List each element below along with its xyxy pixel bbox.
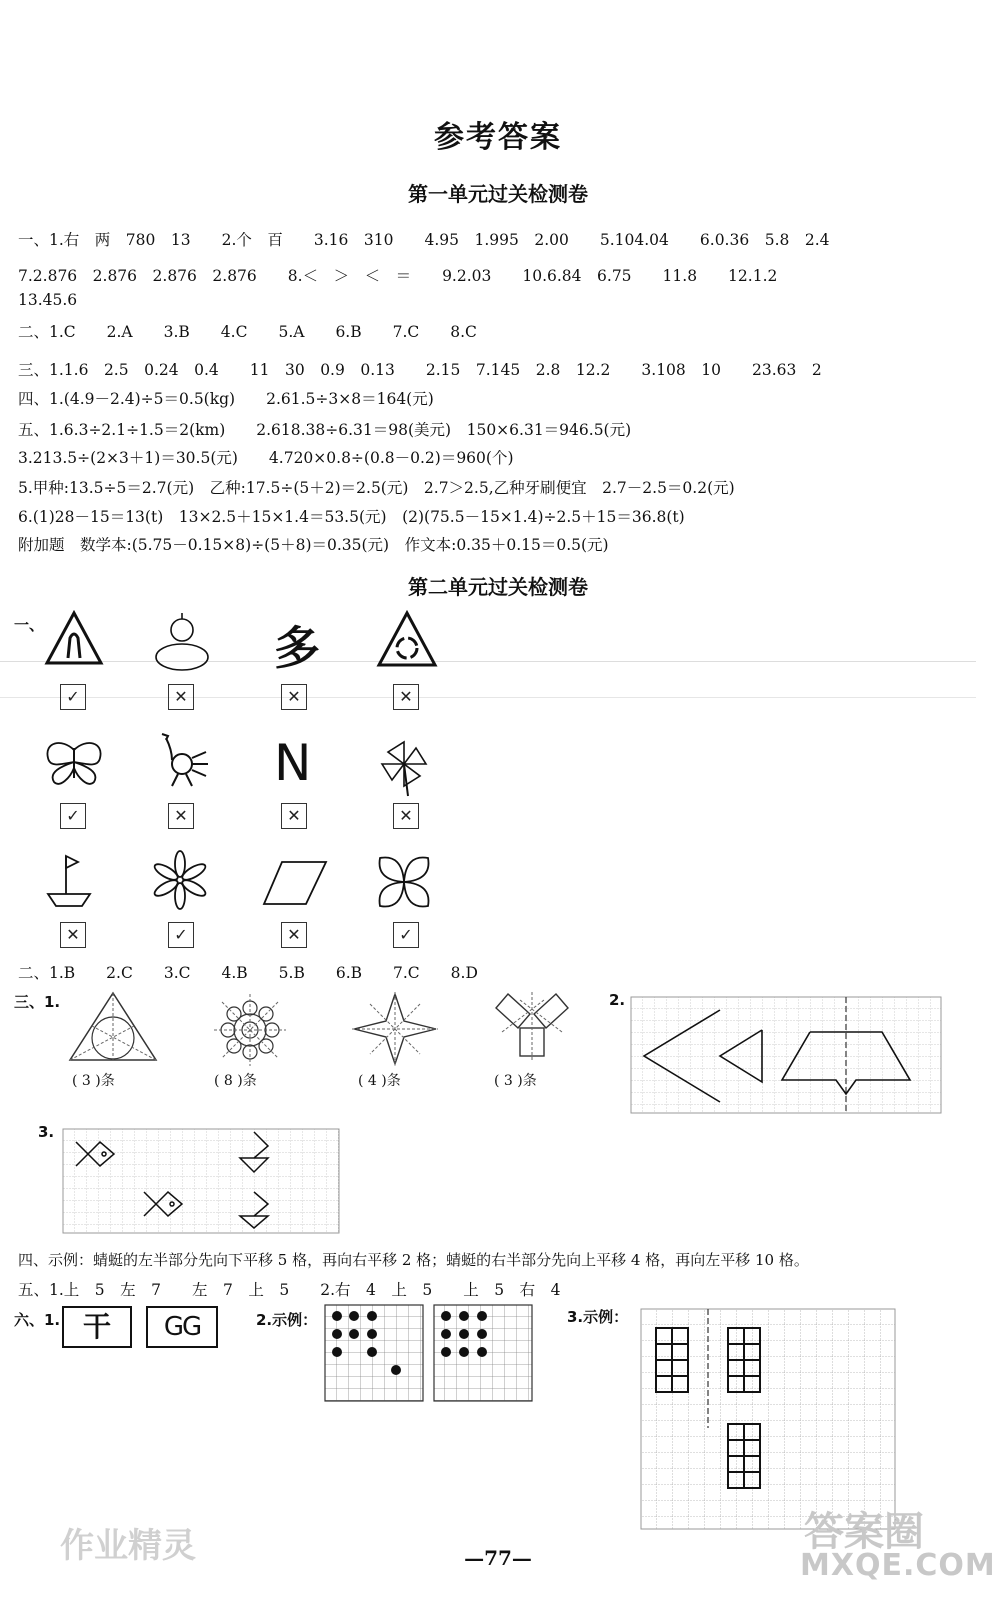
q1-label: 一、 xyxy=(14,616,45,634)
unit1-line-8: 3.213.5÷(2×3＋1)＝30.5(元) 4.720×0.8÷(0.8－0.2)＝960(个) xyxy=(18,449,514,467)
mark-box-2: ✕ xyxy=(168,684,194,710)
q6-2-label: 2.示例： xyxy=(256,1311,318,1329)
mark-box-8: ✕ xyxy=(393,803,419,829)
unit2-q2-line: 二、1.B 2.C 3.C 4.B 5.B 6.B 7.C 8.D xyxy=(18,964,478,982)
unit1-line-10: 6.(1)28－15＝13(t) 13×2.5＋15×1.4＝53.5(元) (2)(75.5－15×1.4)÷2.5＋15＝36.8(t) xyxy=(18,508,685,526)
mark-box-3: ✕ xyxy=(281,684,307,710)
flower-icon xyxy=(150,850,210,910)
scan-line-2 xyxy=(0,697,976,698)
unit1-heading: 第一单元过关检测卷 xyxy=(408,182,588,206)
translation-grid-figure xyxy=(62,1128,340,1234)
mark-box-9: ✕ xyxy=(60,922,86,948)
q6-3-label: 3.示例： xyxy=(567,1308,629,1326)
watermark-zuoye: 作业精灵 xyxy=(60,1526,196,1566)
mark-box-4: ✕ xyxy=(393,684,419,710)
q6-label: 六、1. xyxy=(14,1311,61,1329)
symbol-card-1: 干 xyxy=(62,1306,132,1348)
mark-box-11: ✕ xyxy=(281,922,307,948)
gourd-icon xyxy=(152,610,212,672)
four-petal-icon xyxy=(374,852,434,912)
symbol-card-2: GG xyxy=(146,1306,218,1348)
axis-caption-4: ( 3 )条 xyxy=(494,1073,537,1089)
unit1-line-1: 一、1.右 两 780 13 2.个 百 3.16 310 4.95 1.995 2.00 5.104.04 6.0.36 5.8 2.4 xyxy=(18,231,830,249)
unit2-heading: 第二单元过关检测卷 xyxy=(408,575,588,599)
pinwheel-icon xyxy=(378,738,434,798)
page-title: 参考答案 xyxy=(434,120,562,155)
unit1-line-3: 13.45.6 xyxy=(18,291,78,309)
symmetry-grid-figure xyxy=(630,996,942,1114)
watermark-daanquan: 答案圈 xyxy=(804,1509,924,1555)
unit1-line-11: 附加题 数学本:(5.75－0.15×8)÷(5＋8)＝0.35(元) 作文本:0.35＋0.15＝0.5(元) xyxy=(18,536,609,554)
butterfly-icon xyxy=(42,738,106,786)
mark-box-12: ✓ xyxy=(393,922,419,948)
character-duo: 多 xyxy=(274,621,320,675)
unit1-line-5: 三、1.1.6 2.5 0.24 0.4 11 30 0.9 0.13 2.15 7.145 2.8 12.2 3.108 10 23.63 2 xyxy=(18,361,822,379)
triangle-axes-figure xyxy=(66,990,160,1064)
dot-grid-figures xyxy=(324,1304,536,1404)
mark-box-10: ✓ xyxy=(168,922,194,948)
unit1-line-9: 5.甲种:13.5÷5＝2.7(元) 乙种:17.5÷(5＋2)＝2.5(元) 2.7＞2.5,乙种牙刷便宜 2.7－2.5＝0.2(元) xyxy=(18,479,735,497)
flower-axes-figure xyxy=(210,992,290,1068)
three-squares-axes-figure xyxy=(492,992,572,1062)
axis-caption-1: ( 3 )条 xyxy=(72,1073,115,1089)
letter-n: N xyxy=(274,734,312,792)
q3-label: 三、1. xyxy=(14,993,61,1011)
q3-2-label: 2. xyxy=(609,991,626,1009)
unit1-line-2: 7.2.876 2.876 2.876 2.876 8.＜ ＞ ＜ ＝ 9.2.03 10.6.84 6.75 11.8 12.1.2 xyxy=(18,267,778,285)
star-axes-figure xyxy=(352,992,438,1066)
mark-box-7: ✕ xyxy=(281,803,307,829)
watermark-mxqe: MXQE.COM xyxy=(800,1548,996,1583)
warning-triangle-road-icon xyxy=(44,610,104,666)
unit1-line-4: 二、1.C 2.A 3.B 4.C 5.A 6.B 7.C 8.C xyxy=(18,323,477,341)
mark-box-6: ✕ xyxy=(168,803,194,829)
page-number: —77— xyxy=(464,1546,532,1570)
axis-caption-3: ( 4 )条 xyxy=(358,1073,401,1089)
unit2-q5-line: 五、1.上 5 左 7 左 7 上 5 2.右 4 上 5 上 5 右 4 xyxy=(18,1281,561,1299)
scan-line xyxy=(0,661,976,662)
mark-box-5: ✓ xyxy=(60,803,86,829)
rectangle-grid-figure xyxy=(640,1308,896,1530)
unit1-line-7: 五、1.6.3÷2.1÷1.5＝2(km) 2.618.38÷6.31＝98(美元) 150×6.31＝946.5(元) xyxy=(18,421,632,439)
axis-caption-2: ( 8 )条 xyxy=(214,1073,257,1089)
ostrich-icon xyxy=(152,730,214,790)
parallelogram-icon xyxy=(262,858,328,908)
q3-3-label: 3. xyxy=(38,1123,55,1141)
sailboat-icon xyxy=(44,850,94,908)
warning-triangle-recycle-icon xyxy=(376,610,438,668)
unit1-line-6: 四、1.(4.9－2.4)÷5＝0.5(kg) 2.61.5÷3×8＝164(元) xyxy=(18,390,434,408)
mark-box-1: ✓ xyxy=(60,684,86,710)
unit2-q4-line: 四、示例：蜻蜓的左半部分先向下平移 5 格，再向右平移 2 格；蜻蜓的右半部分先向上平移 4 格，再向左平移 10 格。 xyxy=(18,1251,809,1269)
